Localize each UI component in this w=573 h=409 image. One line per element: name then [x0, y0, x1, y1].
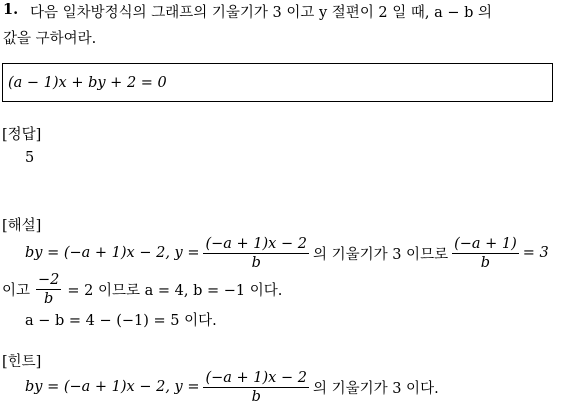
equation: (a − 1)x + by + 2 = 0 — [8, 75, 167, 91]
explanation-text-1c: = 3 — [522, 245, 549, 261]
fraction-2 — [452, 236, 519, 271]
answer-value: 5 — [25, 150, 35, 166]
explanation-text-1a: by = (−a + 1)x − 2, y = — [25, 245, 200, 261]
hint-fraction — [203, 370, 308, 405]
fraction-1-numerator: (−a + 1)x − 2 — [205, 235, 307, 252]
answer-heading: [정답] — [2, 127, 42, 143]
explanation-line-3: a − b = 4 − (−1) = 5 이다. — [25, 313, 217, 329]
hint-line-1 — [25, 367, 439, 407]
hint-fraction-denominator: b — [251, 388, 261, 405]
problem-line-1: 다음 일차방정식의 그래프의 기울기가 3 이고 y 절편이 2 일 때, a − b 의 — [30, 5, 493, 21]
equation-box — [2, 63, 553, 102]
problem-line-2: 값을 구하여라. — [3, 31, 97, 47]
hint-heading: [힌트] — [2, 354, 42, 370]
fraction-1 — [203, 236, 308, 271]
fraction-3-denominator: b — [44, 290, 54, 307]
fraction-2-numerator: (−a + 1) — [454, 235, 517, 252]
fraction-3 — [36, 272, 61, 307]
explanation-line-2 — [2, 270, 282, 308]
hint-text-1b: 의 기울기가 3 이다. — [312, 380, 439, 397]
explanation-heading: [해설] — [2, 218, 42, 234]
fraction-2-denominator: b — [480, 254, 491, 271]
hint-fraction-numerator: (−a + 1)x − 2 — [205, 369, 307, 386]
hint-text-1a: by = (−a + 1)x − 2, y = — [25, 379, 200, 395]
fraction-1-denominator: b — [251, 254, 261, 271]
explanation-text-2a: 이고 — [2, 282, 31, 299]
fraction-3-numerator: −2 — [38, 271, 60, 288]
explanation-line-1 — [25, 234, 549, 272]
problem-number: 1. — [3, 1, 19, 18]
explanation-text-2b: = 2 이므로 a = 4, b = −1 이다. — [67, 282, 283, 299]
explanation-text-1b: 의 기울기가 3 이므로 — [312, 246, 449, 263]
